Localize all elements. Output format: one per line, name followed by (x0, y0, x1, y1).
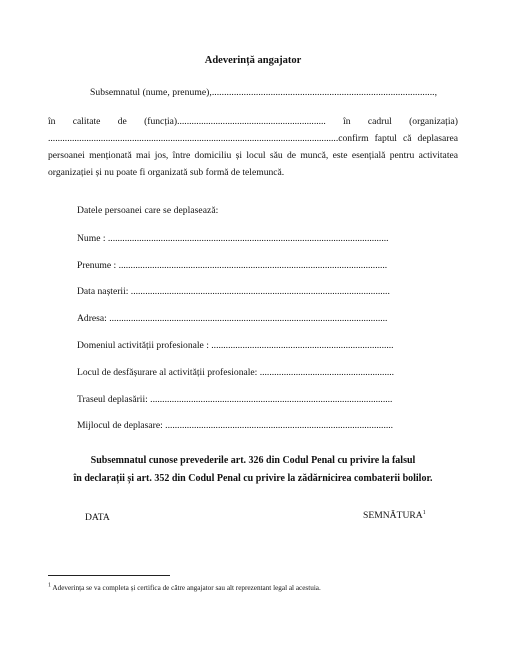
field-domeniul-activitatii: Domeniul activității profesionale : ............................................................................ (77, 340, 394, 351)
intro-line: Subsemnatul (nume, prenume),..........................................................................................., (90, 87, 438, 98)
field-prenume: Prenume : ................................................................................................................ (77, 260, 388, 271)
employer-paragraph (48, 113, 458, 181)
field-locul-desfasurare: Locul de desfășurare al activității profesionale: ........................................................ (77, 367, 395, 378)
section-label: Datele persoanei care se deplasează: (77, 205, 219, 216)
field-data-nasterii: Data nașterii: ............................................................................................................ (77, 286, 390, 297)
document-title: Adeverință angajator (204, 55, 302, 66)
declaration-line-2: în declarații și art. 352 din Codul Penal cu privire la zădărnicirea combaterii bolilor. (73, 473, 433, 484)
footnote (48, 584, 321, 592)
footnote-text: Adeverința se va completa și certifica de către angajator sau alt reprezentant legal al acestuia. (52, 584, 321, 592)
field-mijlocul-deplasare: Mijlocul de deplasare: ............................................................................................... (77, 420, 394, 431)
field-nume: Nume : ..................................................................................................................... (77, 233, 389, 244)
signature-label: SEMNĂTURA$^1$ (363, 509, 426, 521)
paragraph-line-4: organizației și nu poate fi organizată sub formă de telemuncă. (48, 167, 285, 178)
footnote-mark: 1 (48, 582, 51, 589)
signature-footnote-mark: 1 (422, 509, 426, 516)
field-adresa: Adresa: .................................................................................................................... (77, 313, 388, 324)
declaration-line-1: Subsemnatul cunose prevederile art. 326 din Codul Penal cu privire la falsul (90, 455, 416, 466)
field-traseul-deplasarii: Traseul deplasării: ..................................................................................................... (77, 394, 393, 405)
paragraph-line-2: .........................................................................................................................confirm faptul că deplasarea (48, 133, 458, 144)
date-label: DATA (85, 512, 110, 523)
paragraph-line-3: persoanei menționată mai jos, între domiciliu și locul său de muncă, este esențială pentru activitatea (48, 150, 458, 161)
paragraph-line-1: în calitate de (funcția).............................................................. în cadrul (organizația) (48, 116, 458, 127)
footnote-divider (48, 575, 170, 576)
